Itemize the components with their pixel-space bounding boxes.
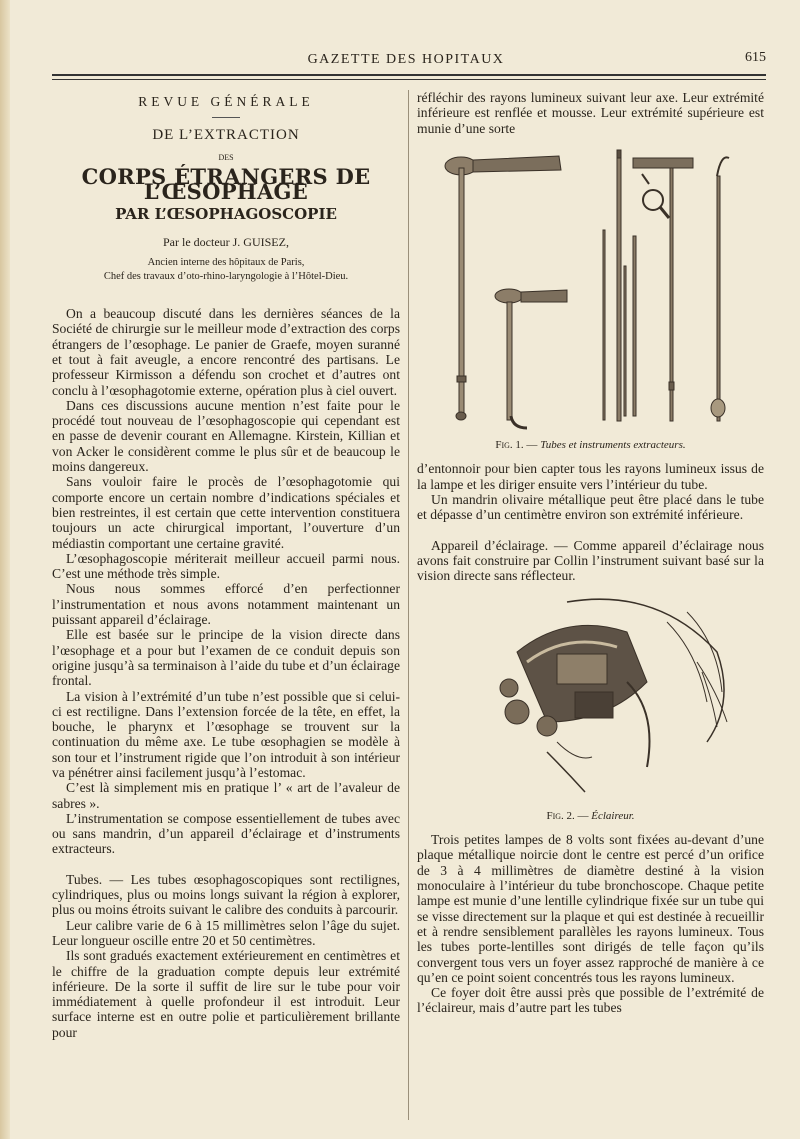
page-number: 615 (745, 50, 766, 65)
byline: Par le docteur J. GUISEZ, (163, 234, 289, 249)
paragraph: C’est là simplement mis en pratique l’ « art de l’avaleur de sabres ». (52, 780, 400, 811)
paragraph: Elle est basée sur le principe de la vision directe dans l’œsophage et a pour but l’examen de ce conduit depuis son origine jusqu’à sa terminaison à l’aide du tube et d’un éclairage frontal. (52, 627, 400, 689)
figure-1-caption (417, 438, 764, 453)
figure-2-text: Éclaireur. (591, 809, 635, 822)
figure-2 (417, 592, 764, 825)
paragraph: Ils sont gradués exactement extérieurement en centimètres et le chiffre de la graduation compte depuis leur extrémité inférieure. De la sorte il suffit de lire sur le tube pour voir immédiatement à quelle profondeur il est introduit. Leur surface interne est en outre polie et particulièrement brillante pour (52, 948, 400, 1040)
paragraph: Appareil d’éclairage. — Comme appareil d’éclairage nous avons fait construire par Collin l’instrument suivant basé sur la vision directe sans réflecteur. (417, 537, 764, 584)
article-subtitle: PAR L’ŒSOPHAGOSCOPIE (115, 205, 337, 224)
left-column (52, 90, 400, 1040)
paragraph: Sans vouloir faire le procès de l’œsophagotomie qui comporte encore un certain nombre d’indications spéciales et bien restreintes, il est certain que cette intervention constituera toujours un acte chirurgical important, l’ouverture d’un médiastin comportant une certaine gravité. (52, 474, 400, 551)
section-title: REVUE GÉNÉRALE (138, 94, 314, 109)
running-header (40, 48, 772, 72)
figure-1-text: Tubes et instruments extracteurs. (540, 439, 686, 452)
paragraph: Dans ces discussions aucune mention n’est faite pour le procédé tout nouveau de l’œsophagoscopie qui cependant est en passe de devenir courant en Allemagne. Kirstein, Killian et von Acker le considèrent comme le plus sûr et de beaucoup le moins dangereux. (52, 397, 400, 475)
paragraph: Trois petites lampes de 8 volts sont fixées au-devant d’une plaque métallique noircie dont le centre est percé d’un orifice de 3 à 4 millimètres de diamètre destiné à la vision monoculaire à l’intérieur du tube bronchoscope. Chaque petite lampe est munie d’une lentille cylindrique fixée sur un tube qui se visse directement sur la plaque et qui est destinée à recueillir et à rendre sensiblement parallèles les rayons lumineux. Tous les tubes porte-lentilles sont dirigés de telle façon qu’ils convergent tous vers un foyer assez rapproché de manière à ce qu’en ce point soient concentrés tous les rayons lumineux. (417, 832, 764, 985)
article-heading-small: DES (218, 152, 234, 162)
instruments-illustration (417, 146, 764, 431)
paragraph: réfléchir des rayons lumineux suivant leur axe. Leur extrémité inférieure est renflée et mousse. Leur extrémité supérieure est munie d’une sorte (417, 90, 764, 136)
affiliation-1: Ancien interne des hôpitaux de Paris, (147, 257, 305, 269)
paragraph: Leur calibre varie de 6 à 15 millimètres selon l’âge du sujet. Leur longueur oscille entre 20 et 50 centimètres. (52, 917, 400, 948)
title-rule (212, 117, 240, 118)
paragraph: Ce foyer doit être aussi près que possible de l’extrémité de l’éclaireur, mais d’autre part les tubes (417, 985, 764, 1016)
paragraph: Nous nous sommes efforcé d’en perfectionner l’instrumentation et nous avons notamment maintenant un puissant appareil d’éclairage. (52, 581, 400, 628)
journal-title: GAZETTE DES HOPITAUX (307, 52, 505, 67)
paragraph: Un mandrin olivaire métallique peut être placé dans le tube et dépasse d’un centimètre environ son extrémité inférieure. (417, 492, 764, 523)
illuminator-illustration (417, 592, 764, 802)
affiliation-2: Chef des travaux d’oto-rhino-laryngologie à l’Hôtel-Dieu. (103, 271, 349, 283)
paragraph: L’œsophagoscopie mériterait meilleur accueil parmi nous. C’est une méthode très simple. (52, 550, 400, 582)
paragraph: On a beaucoup discuté dans les dernières séances de la Société de chirurgie sur le meilleur mode d’extraction des corps étrangers de l’œsophage. Le panier de Graefe, moyen suranné et tout à fait aveugle, a encore rencontré des partisans. Le professeur Kirmisson a défendu son crochet et d’autres ont conclu à l’œsophagotomie externe, opération plus à ciel ouvert. (52, 306, 400, 398)
right-column (417, 90, 764, 1016)
header-rule-thin (52, 79, 766, 80)
page-edge (0, 0, 10, 1139)
paragraph: Tubes. — Les tubes œsophagoscopiques sont rectilignes, cylindriques, plus ou moins longs suivant la région à explorer, plus ou moins étroits suivant le calibre des conduits à parcourir. (52, 871, 400, 918)
article-heading-1: DE L’EXTRACTION (152, 127, 300, 144)
paragraph: L’instrumentation se compose essentiellement de tubes avec ou sans mandrin, d’un appareil d’éclairage et d’instruments extracteurs. (52, 810, 400, 857)
figure-2-label: Fig. 2. — (546, 809, 589, 822)
paragraph: d’entonnoir pour bien capter tous les rayons lumineux issus de la lampe et les diriger ensuite vers l’intérieur du tube. (417, 461, 764, 492)
figure-2-caption (417, 809, 764, 824)
paragraph: La vision à l’extrémité d’un tube n’est possible que si celui-ci est rectiligne. Dans l’extension forcée de la tête, en effet, la bouche, le pharynx et l’œsophage se trouvent sur la continuation du même axe. Le tube œsophagien se modèle à son tour et l’instrument rigide que l’on introduit à son intérieur va pénétrer ainsi facilement jusqu’à l’estomac. (52, 688, 400, 780)
article-title: CORPS ÉTRANGERS DE L’ŒSOPHAGE (81, 163, 371, 205)
figure-1-label: Fig. 1. — (495, 439, 538, 452)
figure-1 (417, 146, 764, 454)
column-separator (408, 90, 409, 1120)
header-rule (52, 74, 766, 76)
